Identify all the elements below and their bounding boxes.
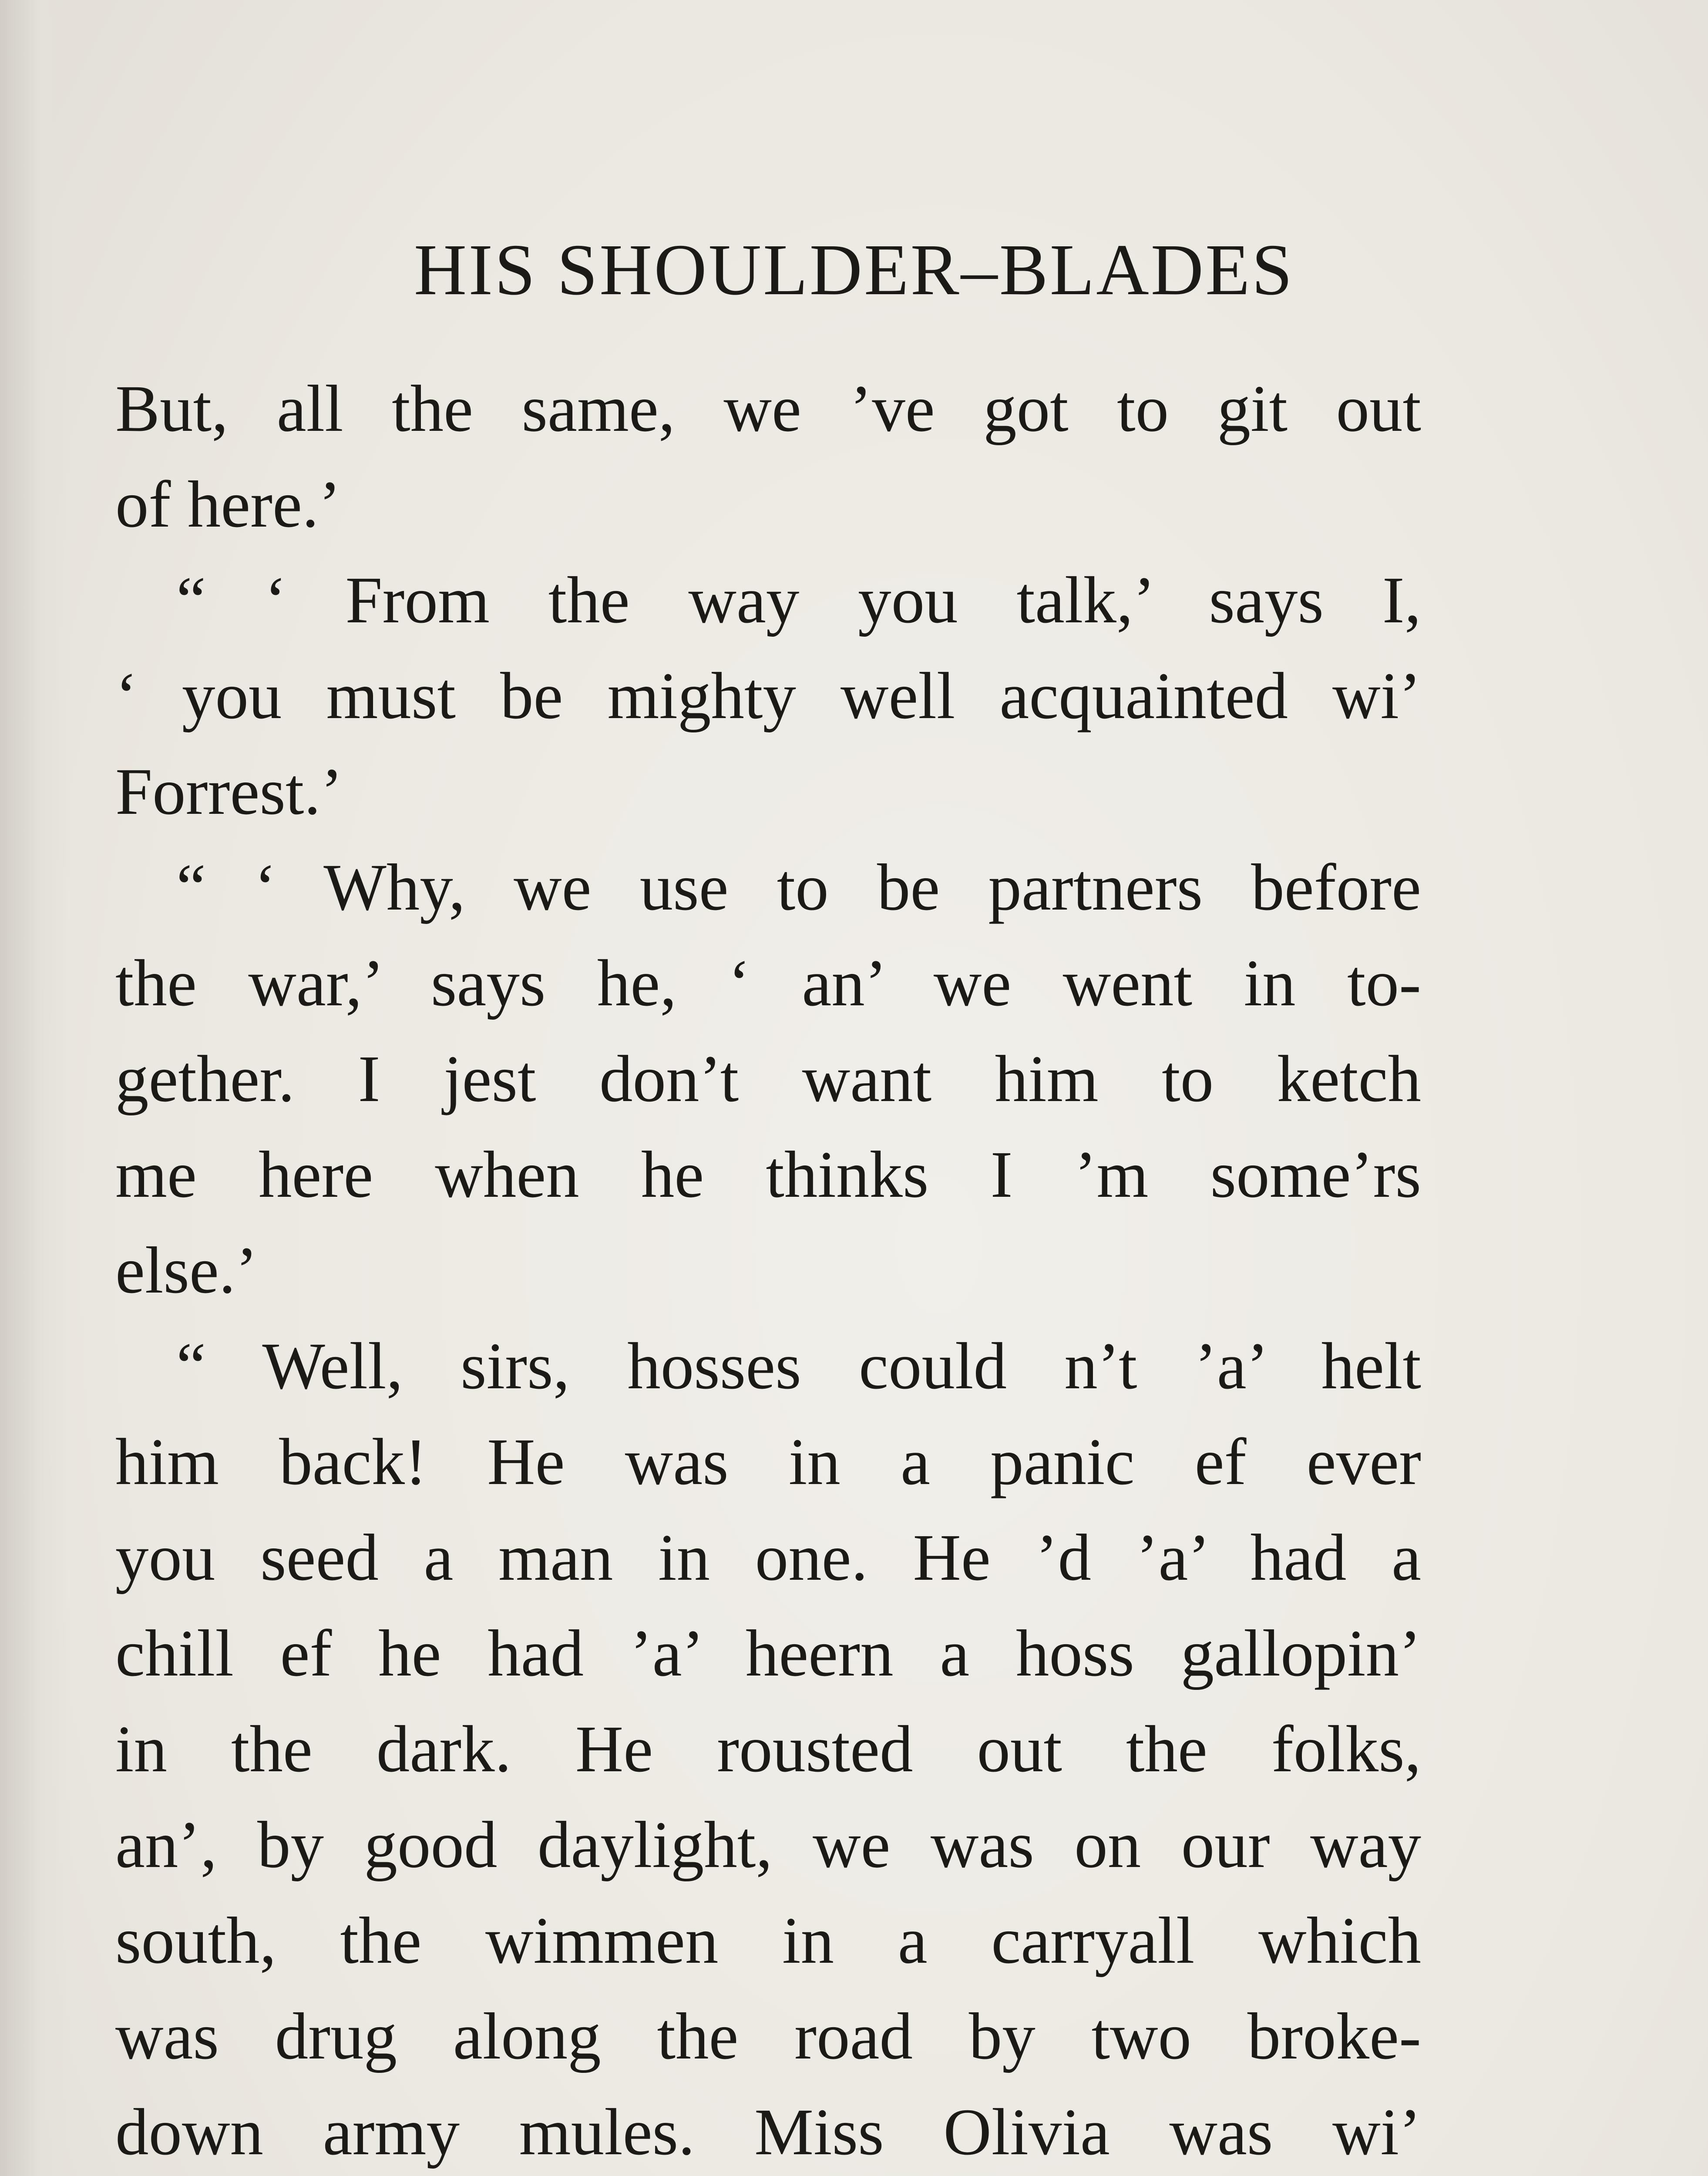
text-line: an’, by good daylight, we was on our way (115, 1808, 1421, 1882)
text-line: south, the wimmen in a carryall which (115, 1904, 1421, 1978)
text-line: was drug along the road by two broke- (115, 2000, 1421, 2073)
running-head: HIS SHOULDER–BLADES (414, 229, 1294, 310)
text-line: of here.’ (115, 468, 341, 541)
body-text (115, 361, 1421, 2176)
text-line: “ ‘ From the way you talk,’ says I, (176, 564, 1421, 637)
text-line: chill ef he had ’a’ heern a hoss gallopin’ (115, 1617, 1421, 1690)
text-line: him back! He was in a panic ef ever (115, 1425, 1421, 1499)
text-line: Forrest.’ (115, 755, 343, 829)
text-line: “ ‘ Why, we use to be partners before (176, 851, 1421, 924)
text-line: else.’ (115, 1234, 258, 1307)
text-line: gether. I jest don’t want him to ketch (115, 1042, 1421, 1116)
text-line: down army mules. Miss Olivia was wi’ (115, 2095, 1421, 2169)
text-line: in the dark. He rousted out the folks, (115, 1713, 1421, 1786)
text-line: But, all the same, we ’ve got to git out (115, 372, 1421, 446)
text-line: “ Well, sirs, hosses could n’t ’a’ helt (176, 1330, 1421, 1403)
text-line: ‘ you must be mighty well acquainted wi’ (115, 659, 1421, 733)
text-line: me here when he thinks I ’m some’rs (115, 1138, 1421, 1212)
gutter-shadow (0, 0, 70, 2176)
text-line: you seed a man in one. He ’d ’a’ had a (115, 1521, 1421, 1595)
text-line: the war,’ says he, ‘ an’ we went in to- (115, 947, 1421, 1020)
